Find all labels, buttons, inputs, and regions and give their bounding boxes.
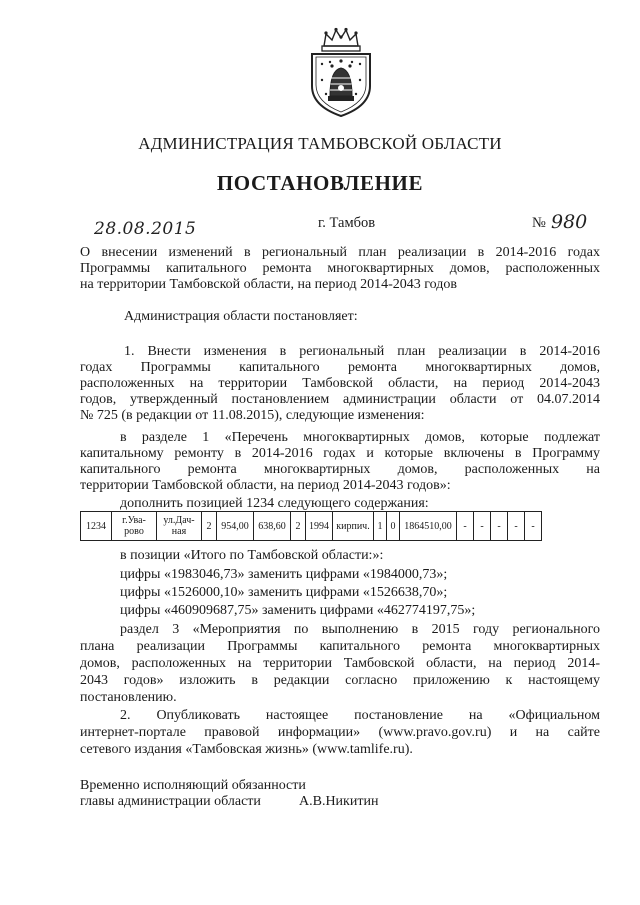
item2-line: 2. Опубликовать настоящее постановление на «Официальном bbox=[120, 708, 600, 723]
section3-line: постановлению. bbox=[80, 690, 177, 705]
table-cell: кирпич. bbox=[333, 512, 374, 541]
table-cell: 1234 bbox=[81, 512, 112, 541]
section1-line: капитальному ремонту в 2014-2016 годах и которые включены в Программу bbox=[80, 446, 600, 461]
table-cell: - bbox=[508, 512, 525, 541]
signatory-title: Временно исполняющий обязанности bbox=[80, 778, 306, 793]
subject-line: Программы капитального ремонта многоквартирных домов, расположенных bbox=[80, 261, 600, 276]
signatory-name: А.В.Никитин bbox=[299, 794, 379, 809]
inserted-position-table bbox=[80, 511, 542, 541]
table-cell: 0 bbox=[387, 512, 400, 541]
table-cell: г.Ува-рово bbox=[112, 512, 157, 541]
item1-line: № 725 (в редакции от 11.08.2015), следующие изменения: bbox=[80, 408, 425, 423]
table-cell: - bbox=[457, 512, 474, 541]
table-cell: 954,00 bbox=[217, 512, 254, 541]
table-cell: 2 bbox=[202, 512, 217, 541]
section1-line: капитального ремонта многоквартирных домов, расположенных на bbox=[80, 462, 600, 477]
handwritten-number: 980 bbox=[551, 211, 588, 233]
item1-line: 1. Внести изменения в региональный план реализации в 2014-2016 bbox=[124, 344, 600, 359]
subject-line: О внесении изменений в региональный план реализации в 2014-2016 годах bbox=[80, 245, 600, 260]
section1-line: территории Тамбовской области, на период 2014-2043 годов»: bbox=[80, 478, 451, 493]
table-cell: 2 bbox=[291, 512, 306, 541]
table-cell: 1 bbox=[374, 512, 387, 541]
signatory-position: главы администрации области bbox=[80, 794, 261, 809]
table-row bbox=[81, 512, 542, 541]
preamble: Администрация области постановляет: bbox=[124, 309, 358, 324]
number-label: № bbox=[532, 215, 546, 231]
totals-change: цифры «460909687,75» заменить цифрами «462774197,75»; bbox=[120, 603, 476, 618]
section3-line: раздел 3 «Мероприятия по выполнению в 2015 году регионального bbox=[120, 622, 600, 637]
subject-line: на территории Тамбовской области, на период 2014-2043 годов bbox=[80, 277, 457, 292]
table-cell: - bbox=[525, 512, 542, 541]
totals-change: цифры «1526000,10» заменить цифрами «1526638,70»; bbox=[120, 585, 448, 600]
table-cell: ул.Дач-ная bbox=[157, 512, 202, 541]
item1-line: годов, утвержденный постановлением администрации области от 04.07.2014 bbox=[80, 392, 600, 407]
table-cell: 1864510,00 bbox=[400, 512, 457, 541]
document-type-title: ПОСТАНОВЛЕНИЕ bbox=[216, 171, 424, 195]
table-cell: 638,60 bbox=[254, 512, 291, 541]
handwritten-date: 28.08.2015 bbox=[94, 219, 197, 239]
issuing-authority: АДМИНИСТРАЦИЯ ТАМБОВСКОЙ ОБЛАСТИ bbox=[138, 134, 502, 153]
section3-line: плана реализации Программы капитального ремонта многоквартирных bbox=[80, 639, 600, 654]
add-position-text: дополнить позицией 1234 следующего содержания: bbox=[120, 496, 429, 511]
coat-of-arms-icon bbox=[304, 26, 378, 120]
item1-line: годах Программы капитального ремонта многоквартирных домов, bbox=[80, 360, 600, 375]
section3-line: 2043 годов» изложить в редакции согласно приложению к настоящему bbox=[80, 673, 600, 688]
item2-line: сетевого издания «Тамбовская жизнь» (www.tamlife.ru). bbox=[80, 742, 413, 757]
item1-line: расположенных на территории Тамбовской области, на период 2014-2043 bbox=[80, 376, 600, 391]
table-cell: - bbox=[474, 512, 491, 541]
table-cell: 1994 bbox=[306, 512, 333, 541]
item2-line: интернет-портале правовой информации» (www.pravo.gov.ru) и на сайте bbox=[80, 725, 600, 740]
totals-change: цифры «1983046,73» заменить цифрами «1984000,73»; bbox=[120, 567, 448, 582]
table-cell: - bbox=[491, 512, 508, 541]
totals-intro: в позиции «Итого по Тамбовской области:»: bbox=[120, 548, 384, 563]
section3-line: домов, расположенных на территории Тамбовской области, на период 2014- bbox=[80, 656, 600, 671]
city: г. Тамбов bbox=[318, 215, 376, 231]
section1-line: в разделе 1 «Перечень многоквартирных домов, которые подлежат bbox=[120, 430, 600, 445]
